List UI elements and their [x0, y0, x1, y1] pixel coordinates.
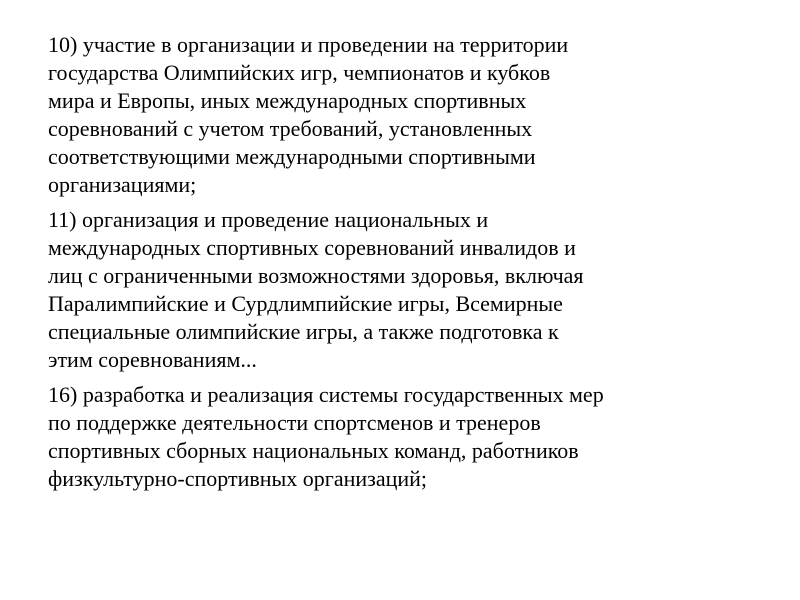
text-line: 10) участие в организации и проведении на территории [48, 32, 569, 57]
list-item [48, 206, 748, 374]
text-line: мира и Европы, иных международных спортивных [48, 88, 527, 113]
text-line: Паралимпийские и Сурдлимпийские игры, Всемирные [48, 291, 563, 316]
text-line: государства Олимпийских игр, чемпионатов и кубков [48, 60, 551, 85]
text-line: спортивных сборных национальных команд, работников [48, 438, 579, 463]
list-item [48, 381, 748, 493]
text-line: соответствующими международными спортивными [48, 144, 536, 169]
text-list [48, 31, 748, 500]
text-line: 16) разработка и реализация системы государственных мер [48, 382, 604, 407]
text-line: 11) организация и проведение национальных и [48, 207, 489, 232]
text-line: по поддержке деятельности спортсменов и тренеров [48, 410, 541, 435]
text-line: этим соревнованиям... [48, 347, 257, 372]
text-line: соревнований с учетом требований, установленных [48, 116, 533, 141]
text-line: организациями; [48, 172, 197, 197]
list-item [48, 31, 748, 199]
text-line: международных спортивных соревнований инвалидов и [48, 235, 576, 260]
text-line: специальные олимпийские игры, а также подготовка к [48, 319, 559, 344]
text-line: физкультурно-спортивных организаций; [48, 466, 428, 491]
text-line: лиц с ограниченными возможностями здоровья, включая [48, 263, 584, 288]
